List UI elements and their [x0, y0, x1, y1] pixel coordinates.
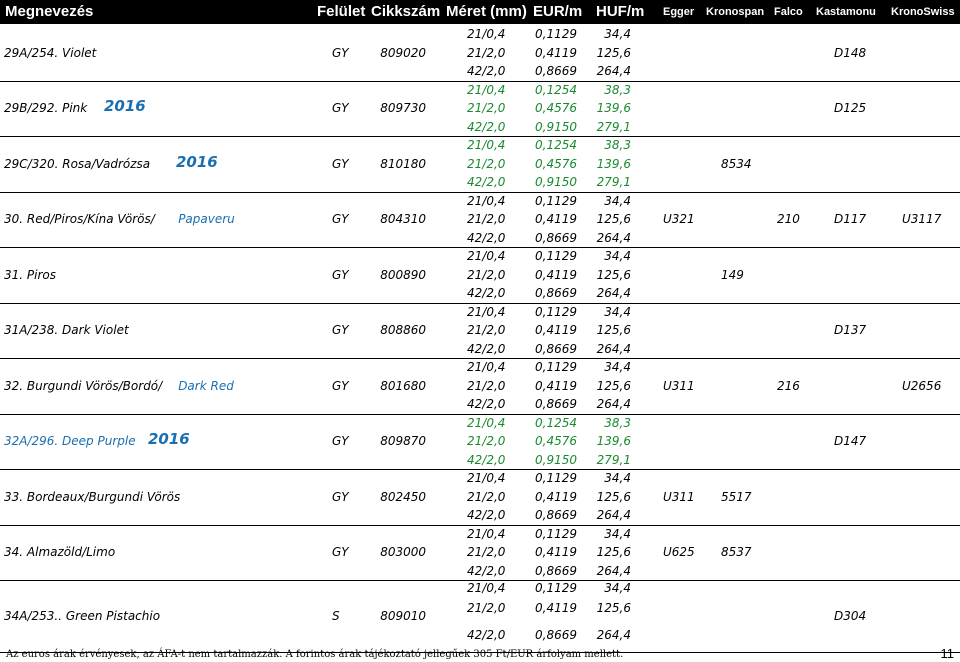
header-surface: Felület	[317, 3, 366, 20]
eur-value: 0,4576	[535, 101, 577, 115]
eur-value: 0,1129	[535, 526, 577, 541]
huf-value: 125,6	[596, 489, 631, 504]
falco-code: 210	[777, 212, 800, 227]
huf-value: 139,6	[596, 101, 631, 115]
huf-value: 264,4	[596, 508, 631, 522]
row-code: 803000	[380, 545, 426, 560]
eur-value: 0,8669	[535, 628, 577, 642]
eur-value: 0,4119	[535, 45, 577, 60]
size-value: 21/2,0	[467, 212, 506, 226]
huf-value: 34,4	[604, 360, 631, 374]
size-value: 21/2,0	[467, 489, 506, 504]
huf-value: 264,4	[596, 628, 631, 642]
size-value: 42/2,0	[467, 64, 506, 78]
size-value: 42/2,0	[467, 508, 506, 522]
row-name: 30. Red/Piros/Kína Vörös/	[4, 212, 155, 227]
row-name: 31A/238. Dark Violet	[4, 323, 129, 338]
kastamonu-code: D125	[834, 101, 867, 116]
egger-code: U321	[663, 212, 695, 227]
row-code: 802450	[380, 489, 426, 504]
size-value: 42/2,0	[467, 119, 506, 134]
row-code: 809020	[380, 45, 426, 60]
eur-value: 0,1129	[535, 193, 577, 208]
size-value: 21/0,4	[467, 193, 506, 208]
eur-value: 0,4119	[535, 601, 577, 615]
huf-value: 125,6	[596, 601, 631, 615]
huf-value: 34,4	[604, 304, 631, 319]
footer	[0, 646, 960, 662]
eur-value: 0,1129	[535, 471, 577, 485]
size-value: 42/2,0	[467, 286, 506, 300]
row-code: 809870	[380, 434, 426, 449]
size-value: 21/0,4	[467, 526, 506, 541]
header-code: Cikkszám	[371, 3, 441, 20]
size-value: 21/0,4	[467, 138, 506, 152]
eur-value: 0,8669	[535, 64, 577, 78]
eur-value: 0,8669	[535, 508, 577, 522]
header-falco: Falco	[774, 6, 803, 18]
kronoswiss-code: U2656	[902, 378, 942, 393]
table-row	[0, 192, 960, 248]
size-value: 21/2,0	[467, 101, 506, 115]
table-header	[0, 0, 960, 24]
falco-code: 216	[777, 378, 800, 393]
kronospan-code: 8534	[721, 156, 752, 171]
egger-code: U625	[663, 545, 695, 560]
row-code: 809730	[380, 101, 426, 116]
eur-value: 0,9150	[535, 175, 577, 189]
eur-value: 0,1129	[535, 249, 577, 263]
row-year: 2016	[104, 97, 146, 116]
size-value: 21/2,0	[467, 267, 506, 282]
size-value: 21/0,4	[467, 415, 506, 430]
row-code: 810180	[380, 156, 426, 171]
size-value: 42/2,0	[467, 452, 506, 467]
huf-value: 34,4	[604, 471, 631, 485]
header-kronoswiss: KronoSwiss	[891, 6, 955, 18]
size-value: 21/0,4	[467, 471, 506, 485]
huf-value: 34,4	[604, 249, 631, 263]
row-surface: GY	[332, 323, 349, 338]
row-year: 2016	[148, 430, 190, 449]
huf-value: 125,6	[596, 545, 631, 559]
row-name-alt: Dark Red	[178, 378, 234, 393]
size-value: 21/2,0	[467, 434, 506, 448]
row-name: 32A/296. Deep Purple	[4, 434, 136, 449]
eur-value: 0,4119	[535, 323, 577, 337]
size-value: 21/0,4	[467, 82, 506, 97]
size-value: 21/2,0	[467, 601, 506, 615]
huf-value: 264,4	[596, 563, 631, 578]
huf-value: 38,3	[604, 138, 631, 152]
huf-value: 34,4	[604, 193, 631, 208]
row-surface: GY	[332, 101, 349, 116]
row-surface: GY	[332, 545, 349, 560]
row-name: 31. Piros	[4, 267, 56, 282]
huf-value: 264,4	[596, 341, 631, 356]
page-number: 11	[940, 646, 954, 661]
eur-value: 0,1129	[535, 360, 577, 374]
header-size: Méret (mm)	[446, 3, 527, 20]
egger-code: U311	[663, 378, 695, 393]
size-value: 42/2,0	[467, 175, 506, 189]
eur-value: 0,1254	[535, 138, 577, 152]
huf-value: 139,6	[596, 156, 631, 171]
footer-note: Az euros árak érvényesek, az ÁFA-t nem tartalmazzák. A forintos árak tájékoztató jellegűek 305 Ft/EUR árfolyam mellett.	[6, 649, 624, 660]
kastamonu-code: D117	[834, 212, 867, 227]
row-code: 800890	[380, 267, 426, 282]
huf-value: 125,6	[596, 378, 631, 393]
eur-value: 0,1254	[535, 82, 577, 97]
table-row	[0, 469, 960, 525]
huf-value: 125,6	[596, 212, 631, 226]
size-value: 42/2,0	[467, 397, 506, 411]
row-name: 34. Almazöld/Limo	[4, 545, 116, 560]
row-name: 29A/254. Violet	[4, 45, 97, 60]
size-value: 21/2,0	[467, 323, 506, 337]
huf-value: 34,4	[604, 581, 631, 595]
size-value: 21/0,4	[467, 249, 506, 263]
egger-code: U311	[663, 489, 695, 504]
eur-value: 0,4119	[535, 212, 577, 226]
table-row	[0, 580, 960, 652]
eur-value: 0,4119	[535, 378, 577, 393]
size-value: 21/2,0	[467, 156, 506, 171]
eur-value: 0,9150	[535, 452, 577, 467]
eur-value: 0,4119	[535, 489, 577, 504]
header-egger: Egger	[663, 6, 695, 18]
eur-value: 0,8669	[535, 230, 577, 245]
row-code: 808860	[380, 323, 426, 338]
row-surface: S	[332, 609, 340, 623]
header-kronospan: Kronospan	[706, 6, 765, 18]
huf-value: 279,1	[596, 452, 631, 467]
huf-value: 38,3	[604, 82, 631, 97]
row-code: 809010	[380, 609, 426, 623]
huf-value: 38,3	[604, 415, 631, 430]
eur-value: 0,8669	[535, 563, 577, 578]
eur-value: 0,8669	[535, 397, 577, 411]
size-value: 21/2,0	[467, 545, 506, 559]
kronospan-code: 8537	[721, 545, 752, 560]
header-kastamonu: Kastamonu	[816, 6, 876, 18]
row-year: 2016	[176, 152, 218, 171]
size-value: 42/2,0	[467, 628, 506, 642]
size-value: 42/2,0	[467, 341, 506, 356]
table-row	[0, 25, 960, 81]
row-surface: GY	[332, 434, 349, 449]
size-value: 42/2,0	[467, 563, 506, 578]
row-surface: GY	[332, 378, 349, 393]
kastamonu-code: D137	[834, 323, 867, 338]
row-name: 33. Bordeaux/Burgundi Vörös	[4, 489, 181, 504]
table-row	[0, 81, 960, 137]
row-name: 32. Burgundi Vörös/Bordó/	[4, 378, 163, 393]
table-row	[0, 303, 960, 359]
huf-value: 125,6	[596, 45, 631, 60]
huf-value: 264,4	[596, 397, 631, 411]
kronoswiss-code: U3117	[902, 212, 942, 227]
row-name: 29B/292. Pink	[4, 101, 88, 116]
huf-value: 264,4	[596, 64, 631, 78]
eur-value: 0,4576	[535, 434, 577, 448]
table-row	[0, 414, 960, 470]
eur-value: 0,4576	[535, 156, 577, 171]
row-surface: GY	[332, 489, 349, 504]
eur-value: 0,8669	[535, 341, 577, 356]
row-name: 29C/320. Rosa/Vadrózsa	[4, 156, 151, 171]
header-name: Megnevezés	[5, 3, 94, 20]
huf-value: 34,4	[604, 526, 631, 541]
row-code: 801680	[380, 378, 426, 393]
eur-value: 0,8669	[535, 286, 577, 300]
huf-value: 125,6	[596, 323, 631, 337]
huf-value: 125,6	[596, 267, 631, 282]
eur-value: 0,1129	[535, 27, 577, 41]
header-eur: EUR/m	[533, 3, 583, 20]
kastamonu-code: D147	[834, 434, 867, 449]
row-surface: GY	[332, 212, 349, 227]
size-value: 21/2,0	[467, 378, 506, 393]
table-row	[0, 358, 960, 414]
table-row	[0, 247, 960, 303]
row-surface: GY	[332, 267, 349, 282]
row-name-alt: Papaveru	[178, 212, 235, 227]
huf-value: 34,4	[604, 27, 631, 41]
row-surface: GY	[332, 45, 349, 60]
eur-value: 0,4119	[535, 267, 577, 282]
header-huf: HUF/m	[596, 3, 645, 20]
table-row	[0, 525, 960, 581]
eur-value: 0,1129	[535, 304, 577, 319]
row-name: 34A/253.. Green Pistachio	[4, 609, 161, 623]
kastamonu-code: D148	[834, 45, 867, 60]
size-value: 42/2,0	[467, 230, 506, 245]
eur-value: 0,1254	[535, 415, 577, 430]
row-code: 804310	[380, 212, 426, 227]
size-value: 21/2,0	[467, 45, 506, 60]
size-value: 21/0,4	[467, 27, 506, 41]
huf-value: 279,1	[596, 119, 631, 134]
huf-value: 264,4	[596, 286, 631, 300]
eur-value: 0,4119	[535, 545, 577, 559]
eur-value: 0,1129	[535, 581, 577, 595]
size-value: 21/0,4	[467, 304, 506, 319]
huf-value: 139,6	[596, 434, 631, 448]
size-value: 21/0,4	[467, 581, 506, 595]
kronospan-code: 5517	[721, 489, 752, 504]
eur-value: 0,9150	[535, 119, 577, 134]
size-value: 21/0,4	[467, 360, 506, 374]
table-row	[0, 136, 960, 192]
kastamonu-code: D304	[834, 609, 867, 623]
huf-value: 279,1	[596, 175, 631, 189]
kronospan-code: 149	[721, 267, 744, 282]
row-surface: GY	[332, 156, 349, 171]
huf-value: 264,4	[596, 230, 631, 245]
